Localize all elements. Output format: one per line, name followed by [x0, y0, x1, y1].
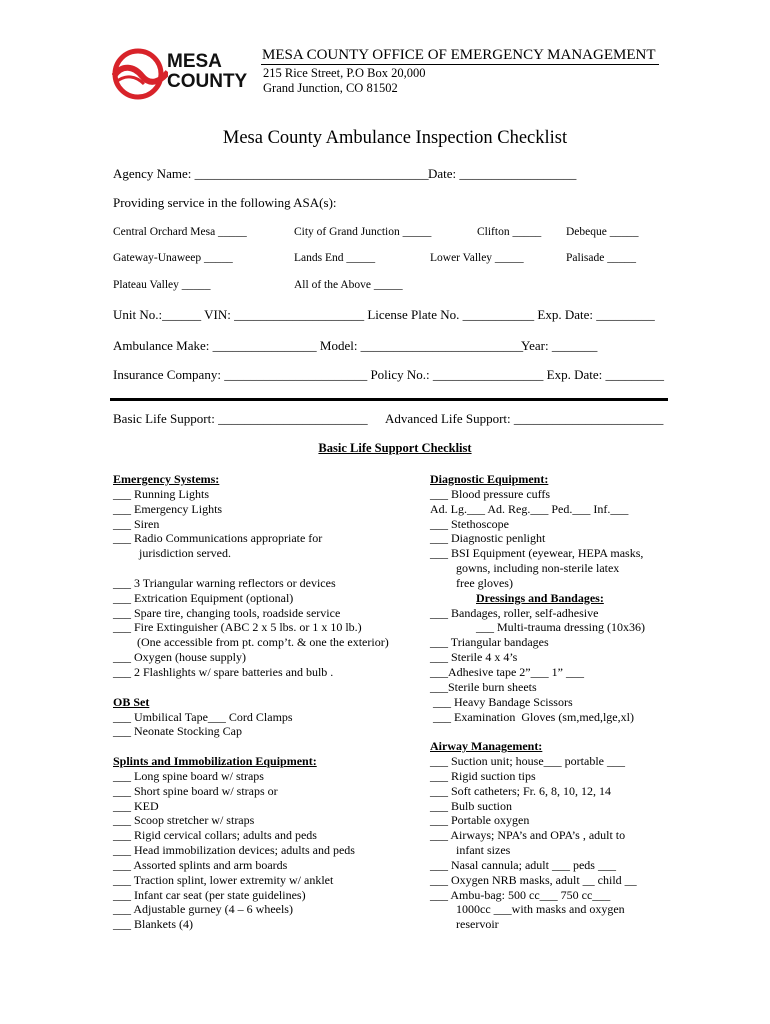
section-divider: [110, 398, 668, 401]
mesa-county-logo: [112, 46, 252, 100]
checklist-item[interactable]: ___ Infant car seat (per state guidelines): [113, 887, 306, 902]
checklist-item[interactable]: ___ Airways; NPA’s and OPA’s , adult to: [430, 828, 626, 843]
checklist-item[interactable]: ___ Blankets (4): [113, 917, 193, 932]
checklist-item[interactable]: ___ Heavy Bandage Scissors: [430, 694, 573, 709]
ambulance-make-model-field[interactable]: Ambulance Make: ________________ Model: _________________________: [113, 338, 524, 353]
checklist-item[interactable]: ___ Suction unit; house___ portable ___: [430, 754, 625, 769]
checklist-item[interactable]: ___ Radio Communications appropriate for: [113, 531, 323, 546]
checklist-item[interactable]: ___ Neonate Stocking Cap: [113, 724, 242, 739]
checklist-item[interactable]: ___ Rigid cervical collars; adults and peds: [113, 828, 317, 843]
checklist-item[interactable]: ___ Emergency Lights: [113, 501, 223, 516]
checklist-item[interactable]: ___ Head immobilization devices; adults and peds: [113, 843, 355, 858]
checklist-item[interactable]: ___ Oxygen (house supply): [113, 650, 246, 665]
checklist-item[interactable]: ___ Soft catheters; Fr. 6, 8, 10, 12, 14: [430, 783, 611, 798]
document-title: Mesa County Ambulance Inspection Checklist: [222, 128, 568, 148]
checklist-item[interactable]: ___ 3 Triangular warning reflectors or devices: [113, 575, 336, 590]
checklist-item[interactable]: ___ Adjustable gurney (4 – 6 wheels): [113, 902, 293, 917]
asa-debeque[interactable]: Debeque _____: [566, 226, 639, 238]
checklist-item-continuation: 1000cc ___with masks and oxygen: [456, 902, 625, 917]
logo-county-text: COUNTY: [167, 71, 248, 92]
asa-palisade[interactable]: Palisade _____: [566, 252, 636, 264]
address-line-2: Grand Junction, CO 81502: [263, 81, 398, 95]
checklist-item-continuation: free gloves): [456, 575, 513, 590]
agency-name-field[interactable]: Agency Name: ____________________________________: [113, 166, 429, 181]
asa-central-orchard-mesa[interactable]: Central Orchard Mesa _____: [113, 226, 247, 238]
year-field[interactable]: Year: _______: [521, 338, 598, 353]
checklist-item-continuation: (One accessible from pt. comp’t. & one the exterior): [137, 635, 389, 650]
splints-heading: Splints and Immobilization Equipment:: [113, 754, 317, 769]
asa-plateau-valley[interactable]: Plateau Valley _____: [113, 279, 211, 291]
asa-all-of-the-above[interactable]: All of the Above _____: [294, 279, 403, 291]
checklist-item[interactable]: Ad. Lg.___ Ad. Reg.___ Ped.___ Inf.___: [430, 501, 629, 516]
dressings-bandages-heading: Dressings and Bandages:: [476, 590, 604, 605]
asa-lower-valley[interactable]: Lower Valley _____: [430, 252, 524, 264]
checklist-item[interactable]: ___ Bulb suction: [430, 798, 513, 813]
address-line-1: 215 Rice Street, P.O Box 20,000: [263, 66, 426, 80]
checklist-item[interactable]: ___ Bandages, roller, self-adhesive: [430, 605, 599, 620]
checklist-item[interactable]: ___ KED: [113, 798, 159, 813]
checklist-item[interactable]: ___Sterile burn sheets: [430, 679, 537, 694]
asa-gateway-unaweep[interactable]: Gateway-Unaweep _____: [113, 252, 233, 264]
office-title: MESA COUNTY OFFICE OF EMERGENCY MANAGEMENT: [262, 47, 656, 63]
airway-management-heading: Airway Management:: [430, 739, 543, 754]
checklist-item[interactable]: ___ Traction splint, lower extremity w/ anklet: [113, 872, 334, 887]
checklist-item[interactable]: ___ Extrication Equipment (optional): [113, 590, 294, 605]
checklist-item-continuation: gowns, including non-sterile latex: [456, 561, 620, 576]
advanced-life-support-field[interactable]: Advanced Life Support: _______________________: [385, 411, 664, 426]
asa-lands-end[interactable]: Lands End _____: [294, 252, 376, 264]
checklist-item-continuation: reservoir: [456, 917, 499, 932]
checklist-item[interactable]: ___ Siren: [113, 516, 160, 531]
checklist-item[interactable]: ___ Rigid suction tips: [430, 768, 536, 783]
right-column: [430, 472, 645, 932]
checklist-item[interactable]: ___Adhesive tape 2”___ 1” ___: [430, 664, 584, 679]
asa-city-of-grand-junction[interactable]: City of Grand Junction _____: [294, 226, 432, 238]
date-field[interactable]: Date: __________________: [428, 166, 577, 181]
checklist-item[interactable]: ___ 2 Flashlights w/ spare batteries and bulb .: [113, 664, 334, 679]
unit-vin-license-row[interactable]: Unit No.:______ VIN: ____________________ License Plate No. ___________ Exp. Date: _________: [113, 307, 655, 322]
checklist-item[interactable]: ___ Assorted splints and arm boards: [113, 857, 288, 872]
bls-checklist-title: Basic Life Support Checklist: [318, 441, 472, 455]
ob-set-heading: OB Set: [113, 694, 150, 709]
checklist-item[interactable]: ___ Nasal cannula; adult ___ peds ___: [430, 857, 616, 872]
checklist-item[interactable]: ___ Oxygen NRB masks, adult __ child __: [430, 872, 637, 887]
checklist-item-continuation: jurisdiction served.: [139, 546, 231, 561]
mesa-county-emblem-icon: [112, 46, 168, 100]
header-divider: [261, 64, 659, 65]
diagnostic-equipment-heading: Diagnostic Equipment:: [430, 472, 549, 486]
checklist-item[interactable]: ___ Triangular bandages: [430, 635, 549, 650]
basic-life-support-field[interactable]: Basic Life Support: _______________________: [113, 411, 368, 426]
checklist-item[interactable]: ___ Fire Extinguisher (ABC 2 x 5 lbs. or 1 x 10 lb.): [113, 620, 362, 635]
checklist-item[interactable]: ___ Running Lights: [113, 486, 210, 501]
emergency-systems-heading: Emergency Systems:: [113, 472, 220, 486]
checklist-item[interactable]: ___ BSI Equipment (eyewear, HEPA masks,: [430, 546, 644, 561]
checklist-item[interactable]: ___ Diagnostic penlight: [430, 531, 546, 546]
checklist-item[interactable]: ___ Examination Gloves (sm,med,lge,xl): [430, 709, 634, 724]
asa-intro: Providing service in the following ASA(s):: [113, 195, 337, 210]
checklist-item[interactable]: ___ Blood pressure cuffs: [430, 486, 551, 501]
logo-mesa-text: MESA: [167, 51, 222, 72]
checklist-item[interactable]: ___ Long spine board w/ straps: [113, 768, 264, 783]
checklist-item[interactable]: ___ Stethoscope: [430, 516, 509, 531]
insurance-row[interactable]: Insurance Company: ______________________ Policy No.: _________________ Exp. Date: _________: [113, 367, 665, 382]
checklist-item[interactable]: ___ Portable oxygen: [430, 813, 530, 828]
checklist-item[interactable]: ___ Scoop stretcher w/ straps: [113, 813, 255, 828]
left-column: [113, 472, 389, 932]
checklist-item[interactable]: ___ Umbilical Tape___ Cord Clamps: [113, 709, 293, 724]
checklist-item[interactable]: ___ Ambu-bag: 500 cc___ 750 cc___: [430, 887, 611, 902]
checklist-item[interactable]: ___ Sterile 4 x 4’s: [430, 650, 518, 665]
checklist-item[interactable]: ___ Multi-trauma dressing (10x36): [476, 620, 645, 635]
checklist-item-continuation: infant sizes: [456, 843, 511, 858]
checklist-item[interactable]: ___ Spare tire, changing tools, roadside service: [113, 605, 341, 620]
checklist-item[interactable]: ___ Short spine board w/ straps or: [113, 783, 278, 798]
asa-clifton[interactable]: Clifton _____: [477, 226, 542, 238]
